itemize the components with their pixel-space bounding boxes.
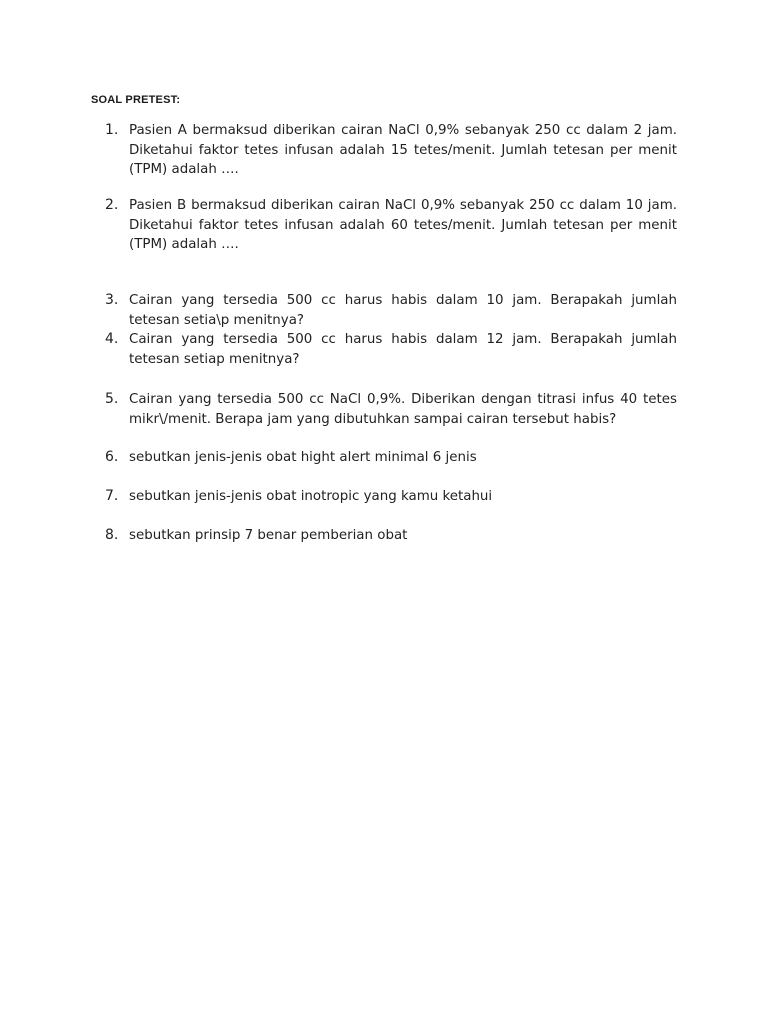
question-text: Cairan yang tersedia 500 cc NaCl 0,9%. Diberikan dengan titrasi infus 40 tetes mikr\/menit. Berapa jam yang dibutuhkan sampai cairan tersebut habis? bbox=[129, 392, 677, 427]
question-number: 4. bbox=[105, 331, 119, 347]
question-item bbox=[105, 196, 677, 255]
question-item bbox=[105, 526, 677, 546]
question-number: 8. bbox=[105, 527, 119, 543]
question-text: Cairan yang tersedia 500 cc harus habis dalam 12 jam. Berapakah jumlah tetesan setiap menitnya? bbox=[129, 332, 677, 367]
document-heading: SOAL PRETEST: bbox=[91, 94, 181, 106]
question-text: sebutkan jenis-jenis obat hight alert minimal 6 jenis bbox=[129, 450, 477, 465]
question-text: sebutkan jenis-jenis obat inotropic yang kamu ketahui bbox=[129, 489, 493, 504]
question-number: 7. bbox=[105, 488, 119, 504]
question-text: sebutkan prinsip 7 benar pemberian obat bbox=[129, 528, 408, 543]
question-item bbox=[105, 291, 677, 330]
question-text: Cairan yang tersedia 500 cc harus habis dalam 10 jam. Berapakah jumlah tetesan setia\p menitnya? bbox=[129, 293, 677, 328]
question-item bbox=[105, 390, 677, 429]
question-number: 6. bbox=[105, 449, 119, 465]
question-number: 5. bbox=[105, 391, 119, 407]
question-number: 2. bbox=[105, 197, 119, 213]
question-number: 1. bbox=[105, 122, 119, 138]
question-item bbox=[105, 121, 677, 180]
question-item bbox=[105, 330, 677, 369]
question-text: Pasien A bermaksud diberikan cairan NaCl 0,9% sebanyak 250 cc dalam 2 jam. Diketahui faktor tetes infusan adalah 15 tetes/menit. Jumlah tetesan per menit (TPM) adalah …. bbox=[129, 123, 677, 177]
question-item bbox=[105, 487, 677, 507]
question-number: 3. bbox=[105, 292, 119, 308]
question-item bbox=[105, 448, 677, 468]
question-text: Pasien B bermaksud diberikan cairan NaCl 0,9% sebanyak 250 cc dalam 10 jam. Diketahui faktor tetes infusan adalah 60 tetes/menit. Jumlah tetesan per menit (TPM) adalah …. bbox=[129, 198, 677, 252]
